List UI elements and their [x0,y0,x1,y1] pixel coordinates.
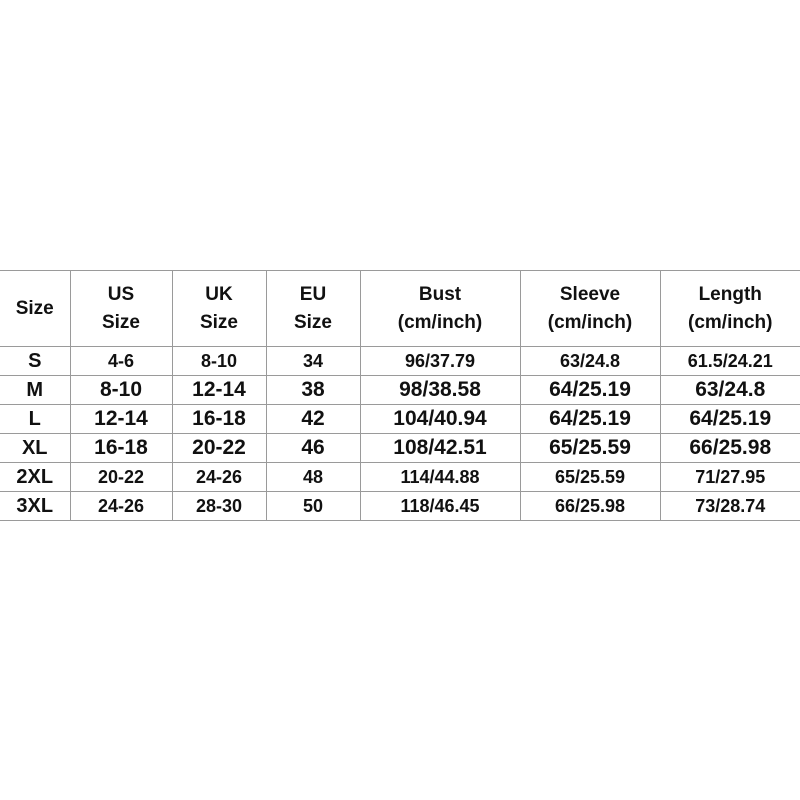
cell-uk: 8-10 [172,347,266,376]
cell-us: 24-26 [70,492,172,521]
cell-sleeve: 63/24.8 [520,347,660,376]
cell-size: XL [0,434,70,463]
cell-us: 4-6 [70,347,172,376]
header-bust: Bust (cm/inch) [360,271,520,347]
cell-bust: 98/38.58 [360,376,520,405]
header-sleeve: Sleeve (cm/inch) [520,271,660,347]
table-row [0,434,800,463]
header-size: Size [0,271,70,347]
cell-size: 3XL [0,492,70,521]
table-row [0,405,800,434]
cell-sleeve: 64/25.19 [520,405,660,434]
table-row [0,347,800,376]
cell-sleeve: 66/25.98 [520,492,660,521]
cell-eu: 46 [266,434,360,463]
header-us-size: US Size [70,271,172,347]
cell-eu: 50 [266,492,360,521]
cell-length: 73/28.74 [660,492,800,521]
cell-size: L [0,405,70,434]
header-row [0,271,800,347]
cell-sleeve: 65/25.59 [520,434,660,463]
cell-bust: 108/42.51 [360,434,520,463]
size-chart-table [0,270,800,521]
cell-eu: 42 [266,405,360,434]
cell-us: 20-22 [70,463,172,492]
table-row [0,463,800,492]
table-row [0,376,800,405]
cell-uk: 24-26 [172,463,266,492]
cell-bust: 96/37.79 [360,347,520,376]
header-uk-size: UK Size [172,271,266,347]
cell-length: 66/25.98 [660,434,800,463]
cell-uk: 12-14 [172,376,266,405]
cell-sleeve: 64/25.19 [520,376,660,405]
cell-size: 2XL [0,463,70,492]
cell-size: M [0,376,70,405]
table-row [0,492,800,521]
cell-us: 16-18 [70,434,172,463]
cell-bust: 104/40.94 [360,405,520,434]
cell-us: 12-14 [70,405,172,434]
cell-length: 71/27.95 [660,463,800,492]
cell-us: 8-10 [70,376,172,405]
header-length: Length (cm/inch) [660,271,800,347]
cell-eu: 34 [266,347,360,376]
cell-length: 61.5/24.21 [660,347,800,376]
cell-length: 63/24.8 [660,376,800,405]
cell-length: 64/25.19 [660,405,800,434]
cell-size: S [0,347,70,376]
cell-uk: 20-22 [172,434,266,463]
cell-bust: 114/44.88 [360,463,520,492]
cell-sleeve: 65/25.59 [520,463,660,492]
cell-eu: 48 [266,463,360,492]
cell-uk: 28-30 [172,492,266,521]
cell-uk: 16-18 [172,405,266,434]
header-eu-size: EU Size [266,271,360,347]
cell-eu: 38 [266,376,360,405]
cell-bust: 118/46.45 [360,492,520,521]
